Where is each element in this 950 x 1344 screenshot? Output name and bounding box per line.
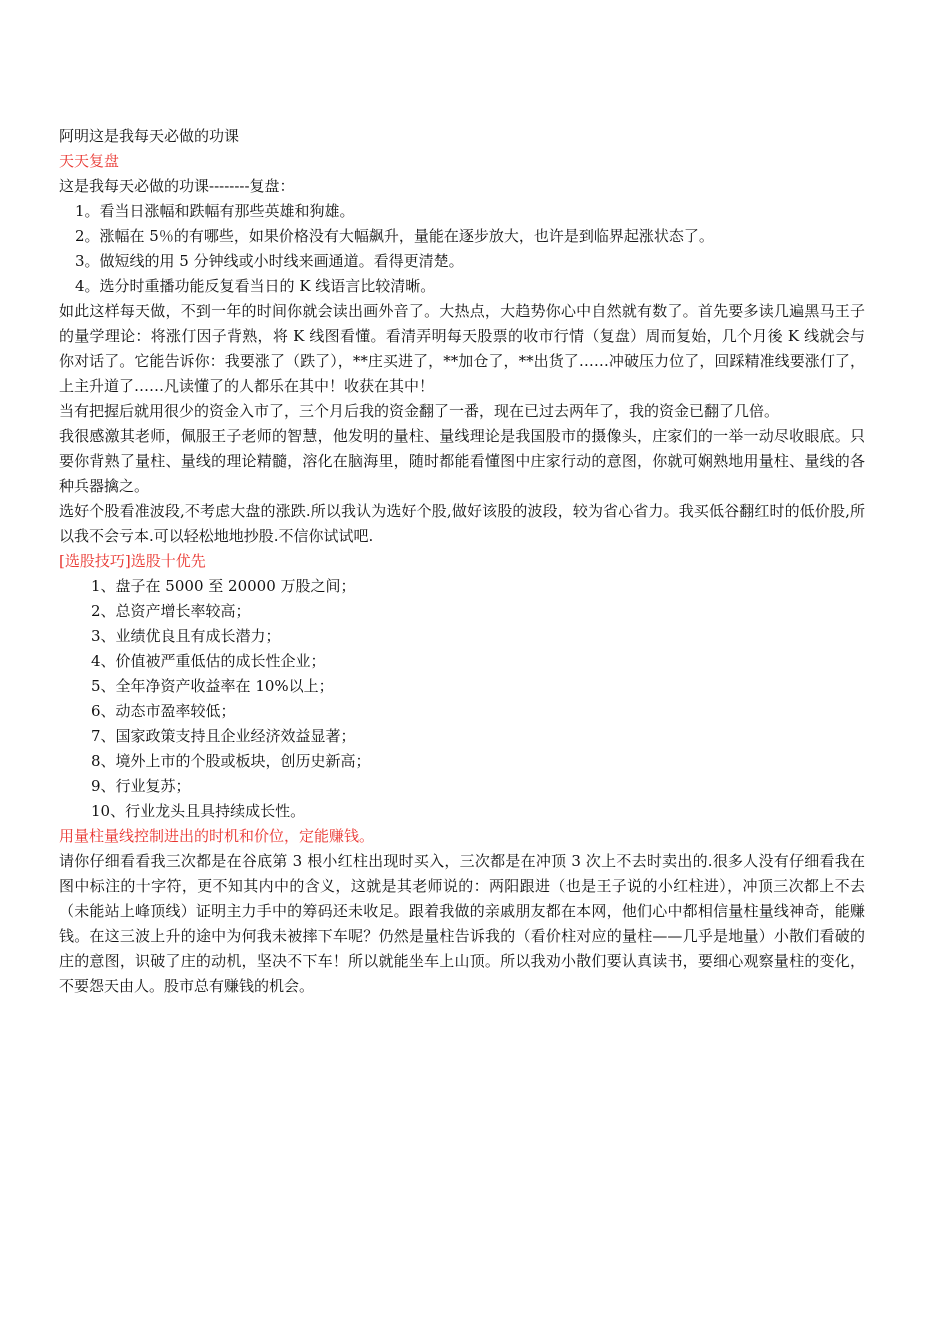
review-item-4: 4。选分时重播功能反复看当日的 K 线语言比较清晰。 <box>75 277 436 295</box>
closing-paragraph: 请你仔细看看我三次都是在谷底第 3 根小红柱出现时买入，三次都是在冲顶 3 次上不去时卖出的.很多人没有仔细看我在图中标注的十字符，更不知其内中的含义，这就是其老师说的：两阳跟进（也是王子说的小红柱进），冲顶三次都上不去（未能站上峰顶线）证明主力手中的筹码还未收足。跟着我做的亲戚朋友都在本网，他们心中都相信量柱量线神奇，能赚钱。在这三波上升的途中为何我未被摔下车呢？仍然是量柱告诉我的（看价柱对应的量柱——几乎是地量）小散们看破的庄的意图，识破了庄的动机，坚决不下车！所以就能坐车上山顶。所以我劝小散们要认真读书，要细心观察量柱的变化，不要怨天由人。股市总有赚钱的机会。 <box>59 852 865 995</box>
pick-item-9: 9、行业复苏； <box>91 777 191 795</box>
pick-item-5: 5、全年净资产收益率在 10%以上； <box>91 677 334 695</box>
pick-item-2: 2、总资产增长率较高； <box>91 602 251 620</box>
pick-item-3: 3、业绩优良且有成长潜力； <box>91 627 281 645</box>
document-page <box>59 124 865 999</box>
section-intro: 这是我每天必做的功课--------复盘： <box>59 177 295 195</box>
review-item-2: 2。涨幅在 5％的有哪些，如果价格没有大幅飙升，量能在逐步放大，也许是到临界起涨状态了。 <box>75 227 714 245</box>
section-heading-volume-bars: 用量柱量线控制进出的时机和价位，定能赚钱。 <box>59 827 375 845</box>
pick-item-7: 7、国家政策支持且企业经济效益显著； <box>91 727 356 745</box>
document-title: 阿明这是我每天必做的功课 <box>59 127 240 145</box>
body-paragraph-2: 当有把握后就用很少的资金入市了，三个月后我的资金翻了一番，现在已过去两年了，我的资金已翻了几倍。 <box>59 402 780 420</box>
pick-item-1: 1、盘子在 5000 至 20000 万股之间； <box>91 577 356 595</box>
pick-item-4: 4、价值被严重低估的成长性企业； <box>91 652 326 670</box>
pick-item-10: 10、行业龙头且具持续成长性。 <box>91 802 306 820</box>
body-paragraph-4: 选好个股看准波段,不考虑大盘的涨跌.所以我认为选好个股,做好该股的波段，较为省心省力。我买低谷翻红时的低价股,所以我不会亏本.可以轻松地地抄股.不信你试试吧. <box>59 502 865 545</box>
review-item-1: 1。看当日涨幅和跌幅有那些英雄和狗雄。 <box>75 202 355 220</box>
review-item-3: 3。做短线的用 5 分钟线或小时线来画通道。看得更清楚。 <box>75 252 464 270</box>
pick-item-6: 6、动态市盈率较低； <box>91 702 236 720</box>
pick-item-8: 8、境外上市的个股或板块，创历史新高； <box>91 752 371 770</box>
body-paragraph-1: 如此这样每天做，不到一年的时间你就会读出画外音了。大热点，大趋势你心中自然就有数了。首先要多读几遍黑马王子的量学理论：将涨仃因子背熟，将 K 线图看懂。看清弄明每天股票的收市行情（复盘）周而复始，几个月後 K 线就会与你对话了。它能告诉你：我要涨了（跌了），**庄买进了，**加仓了，**出货了……冲破压力位了，回踩精准线要涨仃了，上主升道了……凡读懂了的人都乐在其中！收获在其中！ <box>59 302 865 395</box>
body-paragraph-3: 我很感激其老师，佩服王子老师的智慧，他发明的量柱、量线理论是我国股市的摄像头，庄家们的一举一动尽收眼底。只要你背熟了量柱、量线的理论精髓，溶化在脑海里，随时都能看懂图中庄家行动的意图，你就可娴熟地用量柱、量线的各种兵器擒之。 <box>59 427 865 495</box>
section-heading-stock-picking: [选股技巧]选股十优先 <box>59 552 206 570</box>
section-heading-daily-review: 天天复盘 <box>59 152 120 170</box>
